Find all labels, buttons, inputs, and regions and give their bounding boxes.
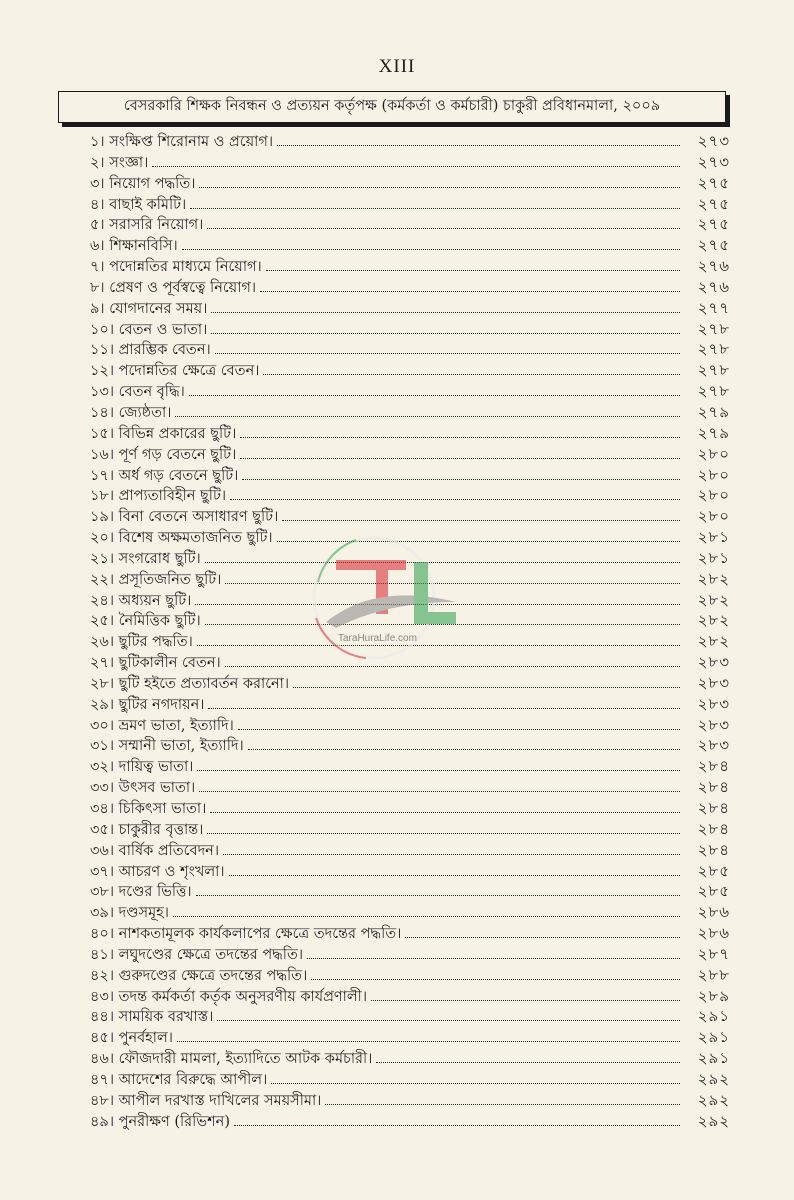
dot-leader: [263, 374, 680, 375]
toc-entry-page: ২৮৬: [697, 924, 730, 943]
toc-entry-page: ২৮৭: [697, 944, 730, 963]
dot-leader: [240, 437, 680, 438]
toc-entry-page: ২৭৬: [697, 277, 730, 296]
toc-entry-label: ২৫। নৈমিত্তিক ছুটি।: [90, 613, 201, 630]
toc-entry: [90, 402, 730, 423]
toc-entry: [90, 1006, 730, 1027]
toc-entry-label: ৩৫। চাকুরীর বৃত্তান্ত।: [90, 821, 204, 838]
toc-entry: [90, 277, 730, 298]
toc-entry-page: ২৮৫: [697, 882, 730, 901]
toc-entry: [90, 569, 730, 590]
dot-leader: [175, 416, 680, 417]
dot-leader: [282, 520, 680, 521]
toc-entry-page: ২৯১: [697, 1049, 730, 1068]
dot-leader: [152, 166, 680, 167]
toc-entry-page: ২৮৩: [697, 653, 730, 672]
toc-entry-page: ২৭৮: [697, 361, 730, 380]
toc-entry-page: ২৮০: [697, 486, 730, 505]
dot-leader: [207, 833, 680, 834]
toc-entry: [90, 256, 730, 277]
toc-entry: [90, 923, 730, 944]
toc-entry: [90, 485, 730, 506]
toc-entry-label: ১৩। বেতন বৃদ্ধি।: [90, 384, 185, 401]
dot-leader: [266, 270, 680, 271]
toc-entry-page: ২৭৫: [697, 173, 730, 192]
dot-leader: [211, 333, 680, 334]
toc-entry-page: ২৯১: [697, 1028, 730, 1047]
dot-leader: [307, 958, 680, 959]
dot-leader: [197, 770, 680, 771]
toc-entry-page: ২৭৬: [697, 257, 730, 276]
dot-leader: [277, 145, 680, 146]
toc-entry-page: ২৭৮: [697, 382, 730, 401]
page-number: XIII: [378, 56, 416, 77]
toc-entry-page: ২৮২: [697, 632, 730, 651]
dot-leader: [211, 312, 680, 313]
toc-entry: [90, 610, 730, 631]
dot-leader: [242, 479, 680, 480]
dot-leader: [238, 729, 680, 730]
toc-entry-page: ২৭৩: [697, 152, 730, 171]
toc-entry-page: ২৮২: [697, 569, 730, 588]
dot-leader: [376, 1062, 680, 1063]
toc-entry-page: ২৭৫: [697, 215, 730, 234]
toc-entry: [90, 1027, 730, 1048]
toc-entry: [90, 861, 730, 882]
toc-entry: [90, 444, 730, 465]
toc-entry-page: ২৯২: [697, 1069, 730, 1088]
toc-entry: [90, 339, 730, 360]
toc-entry: [90, 840, 730, 861]
dot-leader: [197, 645, 680, 646]
dot-leader: [225, 583, 680, 584]
toc-entry: [90, 173, 730, 194]
toc-entry-page: ২৭৯: [697, 423, 730, 442]
dot-leader: [196, 895, 680, 896]
toc-entry-label: ৩৪। চিকিৎসা ভাতা।: [90, 801, 207, 817]
toc-entry-label: ৪৯। পুনরীক্ষণ (রিভিশন): [90, 1113, 230, 1130]
toc-entry: [90, 360, 730, 381]
dot-leader: [205, 562, 680, 563]
toc-entry-label: ৯। যোগদানের সময়।: [90, 300, 208, 317]
toc-entry-page: ২৮২: [697, 611, 730, 630]
toc-entry: [90, 548, 730, 569]
toc-entry-label: ২০। বিশেষ অক্ষমতাজনিত ছুটি।: [90, 530, 273, 547]
toc-entry: [90, 381, 730, 402]
toc-entry-label: ৩১। সম্মানী ভাতা, ইত্যাদি।: [90, 738, 244, 755]
toc-entry-page: ২৮৪: [697, 819, 730, 838]
dot-leader: [223, 854, 680, 855]
toc-entry-page: ২৮০: [697, 465, 730, 484]
toc-entry-page: ২৮১: [697, 528, 730, 547]
dot-leader: [208, 708, 680, 709]
toc-entry: [90, 319, 730, 340]
toc-entry-label: ৩৩। উৎসব ভাতা।: [90, 780, 196, 797]
toc-entry-page: ২৮৪: [697, 778, 730, 797]
toc-entry: [90, 944, 730, 965]
dot-leader: [195, 604, 680, 605]
toc-entry-label: ৮। প্রেষণ ও পূর্বস্বত্বে নিয়োগ।: [90, 279, 257, 296]
dot-leader: [177, 1041, 680, 1042]
dot-leader: [260, 291, 680, 292]
toc-entry: [90, 527, 730, 548]
toc-entry-page: ২৭৭: [697, 298, 730, 317]
dot-leader: [229, 875, 680, 876]
dot-leader: [293, 687, 680, 688]
toc-entry: [90, 694, 730, 715]
toc-entry-page: ২৮৪: [697, 799, 730, 817]
toc-entry-label: ৪২। গুরুদণ্ডের ক্ষেত্রে তদন্তের পদ্ধতি।: [90, 967, 308, 984]
toc-entry-page: ২৮৮: [697, 965, 730, 984]
toc-entry-page: ২৭৯: [697, 402, 730, 421]
toc-entry-page: ২৮৯: [697, 986, 730, 1005]
toc-entry-label: ২৬। ছুটির পদ্ধতি।: [90, 634, 193, 651]
toc-entry-page: ২৮৩: [697, 715, 730, 734]
toc-entry-label: ৩৬। বার্ষিক প্রতিবেদন।: [90, 842, 220, 859]
toc-entry: [90, 798, 730, 819]
toc-entry: [90, 506, 730, 527]
toc-entry-label: ৩২। দায়িত্ব ভাতা।: [90, 759, 194, 776]
toc-entry-label: ২। সংজ্ঞা।: [90, 154, 149, 171]
toc-entry-label: ১৭। অর্ধ গড় বেতনে ছুটি।: [90, 467, 239, 484]
dot-leader: [325, 1104, 680, 1105]
toc-entry-label: ১০। বেতন ও ভাতা।: [90, 321, 208, 338]
toc-entry: [90, 235, 730, 256]
toc-entry: [90, 715, 730, 736]
dot-leader: [199, 187, 680, 188]
toc-entry: [90, 777, 730, 798]
table-of-contents: [90, 131, 730, 1132]
toc-entry-label: ৩০। ভ্রমণ ভাতা, ইত্যাদি।: [90, 717, 234, 734]
toc-entry-label: ৫। সরাসরি নিয়োগ।: [90, 217, 204, 234]
toc-entry-page: ২৭৮: [697, 319, 730, 338]
toc-entry-page: ২৮০: [697, 507, 730, 526]
toc-entry: [90, 298, 730, 319]
toc-entry-label: ১১। প্রারম্ভিক বেতন।: [90, 342, 211, 359]
dot-leader: [248, 749, 680, 750]
toc-entry-page: ২৮৬: [697, 903, 730, 922]
dot-leader: [240, 458, 680, 459]
toc-entry: [90, 986, 730, 1007]
dot-leader: [271, 1083, 680, 1084]
toc-entry-page: ২৮০: [697, 444, 730, 463]
toc-entry-label: ৪৬। ফৌজদারী মামলা, ইত্যাদিতে আটক কর্মচারী।: [90, 1051, 373, 1068]
toc-entry-label: ৭। পদোন্নতির মাধ্যমে নিয়োগ।: [90, 259, 262, 276]
toc-entry-page: ২৯২: [697, 1111, 730, 1130]
toc-entry-page: ২৭৮: [697, 340, 730, 359]
dot-leader: [234, 1125, 680, 1126]
toc-entry-page: ২৮৫: [697, 861, 730, 880]
toc-entry: [90, 965, 730, 986]
dot-leader: [210, 812, 680, 813]
dot-leader: [225, 666, 680, 667]
toc-entry: [90, 152, 730, 173]
toc-entry: [90, 423, 730, 444]
toc-entry-label: ৪৩। তদন্ত কর্মকর্তা কর্তৃক অনুসরণীয় কার্যপ্রণালী।: [90, 988, 368, 1005]
dot-leader: [190, 208, 680, 209]
toc-entry-label: ১৯। বিনা বেতনে অসাধারণ ছুটি।: [90, 509, 279, 526]
toc-entry-label: ২৪। অধ্যয়ন ছুটি।: [90, 592, 192, 609]
toc-entry-label: ৪০। নাশকতামূলক কার্যকলাপের ক্ষেত্রে তদন্তের পদ্ধতি।: [90, 926, 402, 943]
toc-entry-page: ২৮১: [697, 548, 730, 567]
toc-entry: [90, 756, 730, 777]
toc-entry-label: ৪৪। সাময়িক বরখাস্ত।: [90, 1009, 214, 1026]
dot-leader: [217, 1020, 680, 1021]
toc-entry-label: ৩৮। দণ্ডের ভিত্তি।: [90, 884, 192, 901]
toc-entry-page: ২৯২: [697, 1090, 730, 1109]
toc-entry-label: ২২। প্রসূতিজনিত ছুটি।: [90, 571, 222, 588]
toc-entry-label: ৪। বাছাই কমিটি।: [90, 196, 187, 213]
watermark-url: TaraHuraLife.com: [338, 633, 417, 644]
dot-leader: [182, 249, 680, 250]
toc-entry: [90, 131, 730, 152]
toc-entry-page: ২৭৫: [697, 194, 730, 213]
toc-entry-label: ৩। নিয়োগ পদ্ধতি।: [90, 175, 196, 192]
toc-entry: [90, 881, 730, 902]
toc-entry-label: ১৬। পূর্ণ গড় বেতনে ছুটি।: [90, 446, 237, 463]
toc-entry: [90, 819, 730, 840]
dot-leader: [205, 624, 680, 625]
toc-entry: [90, 590, 730, 611]
toc-entry: [90, 1111, 730, 1132]
toc-entry-page: ২৮২: [697, 590, 730, 609]
dot-leader: [189, 395, 680, 396]
toc-entry-label: ২৯। ছুটির নগদায়ন।: [90, 696, 205, 713]
dot-leader: [173, 916, 680, 917]
toc-entry-page: ২৮৪: [697, 840, 730, 859]
dot-leader: [199, 791, 680, 792]
toc-entry: [90, 194, 730, 215]
dot-leader: [405, 937, 680, 938]
toc-entry-label: ১। সংক্ষিপ্ত শিরোনাম ও প্রয়োগ।: [90, 134, 274, 150]
toc-entry: [90, 214, 730, 235]
toc-entry-page: ২৮৪: [697, 757, 730, 776]
toc-entry-page: ২৮৩: [697, 673, 730, 692]
toc-entry-label: ৬। শিক্ষানবিসি।: [90, 238, 178, 255]
dot-leader: [230, 499, 680, 500]
toc-entry-label: ১২। পদোন্নতির ক্ষেত্রে বেতন।: [90, 363, 260, 380]
toc-entry: [90, 902, 730, 923]
toc-entry-page: ২৯১: [697, 1007, 730, 1026]
toc-entry-page: ২৮৩: [697, 736, 730, 755]
toc-entry-label: ২১। সংগরোধ ছুটি।: [90, 550, 201, 567]
document-title-box: [58, 91, 726, 123]
toc-entry-page: ২৭৫: [697, 236, 730, 255]
dot-leader: [207, 228, 680, 229]
toc-entry-label: ৩৯। দণ্ডসমূহ।: [90, 905, 169, 922]
toc-entry: [90, 673, 730, 694]
toc-entry-label: ৪১। লঘুদণ্ডের ক্ষেত্রে তদন্তের পদ্ধতি।: [90, 946, 304, 963]
toc-entry-label: ৪৮। আপীল দরখাস্ত দাখিলের সময়সীমা।: [90, 1092, 322, 1109]
document-title: বেসরকারি শিক্ষক নিবন্ধন ও প্রত্যয়ন কর্তৃপক্ষ (কর্মকর্তা ও কর্মচারী) চাকুরী প্রবিধানমালা, ২০০৯: [123, 98, 661, 114]
dot-leader: [371, 1000, 680, 1001]
toc-entry-page: ২৮৩: [697, 694, 730, 713]
toc-entry: [90, 652, 730, 673]
toc-entry-page: ২৭৩: [697, 132, 730, 150]
toc-entry-label: ৩৭। আচরণ ও শৃংখলা।: [90, 863, 225, 880]
toc-entry: [90, 735, 730, 756]
toc-entry: [90, 1069, 730, 1090]
toc-entry: [90, 1048, 730, 1069]
toc-entry-label: ২৭। ছুটিকালীন বেতন।: [90, 655, 221, 672]
dot-leader: [311, 979, 680, 980]
toc-entry-label: ১৪। জ্যেষ্ঠতা।: [90, 404, 172, 421]
toc-entry: [90, 465, 730, 486]
toc-entry-label: ১৮। প্রাপ্যতাবিহীন ছুটি।: [90, 488, 227, 505]
dot-leader: [215, 353, 680, 354]
toc-entry-label: ৪৫। পুনর্বহাল।: [90, 1030, 173, 1047]
toc-entry-label: ৪৭। আদেশের বিরুদ্ধে আপীল।: [90, 1071, 268, 1088]
toc-entry: [90, 1090, 730, 1111]
dot-leader: [277, 541, 680, 542]
toc-entry-label: ২৮। ছুটি হইতে প্রত্যাবর্তন করানো।: [90, 675, 290, 692]
toc-entry-label: ১৫। বিভিন্ন প্রকারের ছুটি।: [90, 425, 237, 442]
